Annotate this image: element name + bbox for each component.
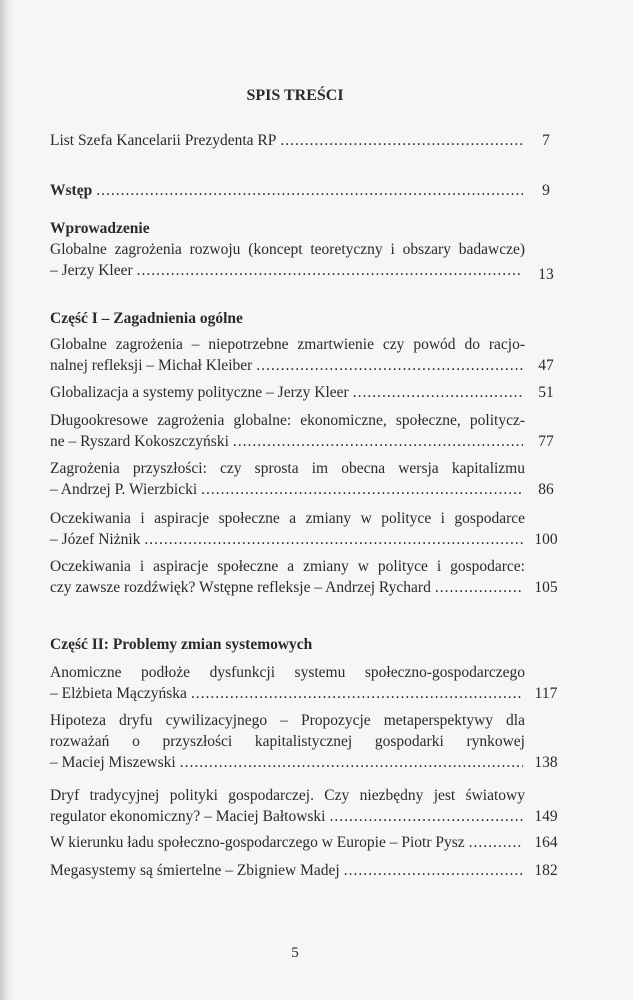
dot-leader	[256, 355, 523, 376]
section-heading: Wprowadzenie	[50, 220, 150, 237]
toc-entry	[50, 334, 565, 376]
toc-entry	[50, 860, 565, 881]
toc-entry	[50, 710, 565, 773]
toc-entry	[50, 832, 565, 853]
dot-leader	[435, 577, 523, 598]
entry-line: rozważań o przyszłości kapitalistycznej gospodarki rynkowej	[50, 733, 525, 750]
page-ref: 47	[538, 357, 554, 374]
entry-author: czy zawsze rozdźwięk? Wstępne refleksje – Andrzej Rychard	[50, 579, 431, 596]
toc-entry	[50, 180, 565, 201]
book-spine-shadow	[0, 0, 14, 1000]
toc-entry	[50, 130, 565, 151]
entry-author: – Józef Niżnik	[50, 531, 141, 548]
section-heading: Część II: Problemy zmian systemowych	[50, 636, 313, 653]
entry-author: ne – Ryszard Kokoszczyński	[50, 433, 229, 450]
entry-title: List Szefa Kancelarii Prezydenta RP	[50, 132, 277, 149]
dot-leader	[329, 806, 523, 827]
toc-entry	[50, 556, 565, 598]
page-ref: 105	[534, 579, 558, 596]
dot-leader	[144, 529, 523, 550]
page-title: SPIS TREŚCI	[246, 87, 344, 104]
toc-entry	[50, 662, 565, 704]
page-ref: 138	[534, 754, 558, 771]
toc-entry	[50, 239, 565, 281]
entry-line: Globalne zagrożenia – niepotrzebne zmartwienie czy powód do racjo-	[50, 336, 525, 353]
dot-leader	[353, 382, 523, 403]
page-ref: 13	[538, 266, 554, 283]
dot-leader	[96, 180, 523, 201]
entry-author: – Andrzej P. Wierzbicki	[50, 481, 198, 498]
section-heading: Część I – Zagadnienia ogólne	[50, 310, 243, 327]
entry-line: Długookresowe zagrożenia globalne: ekonomiczne, społeczne, politycz-	[50, 412, 525, 429]
page-ref: 9	[542, 182, 550, 199]
entry-author: – Maciej Miszewski	[50, 754, 176, 771]
entry-line: Dryf tradycyjnej polityki gospodarczej. Czy niezbędny jest światowy	[50, 787, 525, 804]
page-number: 5	[291, 945, 299, 961]
dot-leader	[137, 260, 523, 281]
entry-author: – Jerzy Kleer	[50, 262, 133, 279]
dot-leader	[280, 130, 523, 151]
toc-entry	[50, 785, 565, 827]
dot-leader	[201, 479, 523, 500]
toc-entry	[50, 458, 565, 500]
entry-author: regulator ekonomiczny? – Maciej Bałtowski	[50, 808, 326, 825]
page-ref: 77	[538, 433, 554, 450]
entry-line: Oczekiwania i aspiracje społeczne a zmiany w polityce i gospodarce:	[50, 558, 525, 575]
page-ref: 149	[534, 808, 558, 825]
entry-author: nalnej refleksji – Michał Kleiber	[50, 357, 253, 374]
dot-leader	[469, 832, 523, 853]
toc-entry	[50, 382, 565, 403]
entry-line: Globalne zagrożenia rozwoju (koncept teoretyczny i obszary badawcze)	[50, 241, 525, 258]
entry-author: Globalizacja a systemy polityczne – Jerzy Kleer	[50, 384, 349, 401]
entry-author: W kierunku ładu społeczno-gospodarczego w Europie – Piotr Pysz	[50, 834, 465, 851]
toc-entry	[50, 508, 565, 550]
page-ref: 7	[542, 132, 550, 149]
dot-leader	[191, 683, 523, 704]
entry-line: Zagrożenia przyszłości: czy sprosta im obecna wersja kapitalizmu	[50, 460, 525, 477]
page-ref: 117	[534, 685, 558, 702]
dot-leader	[180, 752, 523, 773]
page-ref: 164	[534, 834, 558, 851]
entry-title: Wstęp	[50, 182, 93, 199]
entry-line: Oczekiwania i aspiracje społeczne a zmiany w polityce i gospodarce	[50, 510, 525, 527]
dot-leader	[233, 431, 523, 452]
entry-author: – Elżbieta Mączyńska	[50, 685, 187, 702]
page-ref: 182	[534, 862, 558, 879]
page-ref: 100	[534, 531, 558, 548]
entry-line: Hipoteza dryfu cywilizacyjnego – Propozycje metaperspektywy dla	[50, 712, 525, 729]
page-ref: 86	[538, 481, 554, 498]
dot-leader	[344, 860, 523, 881]
entry-author: Megasystemy są śmiertelne – Zbigniew Madej	[50, 862, 340, 879]
page-ref: 51	[538, 384, 554, 401]
toc-entry	[50, 410, 565, 452]
entry-line: Anomiczne podłoże dysfunkcji systemu społeczno-gospodarczego	[50, 664, 525, 681]
